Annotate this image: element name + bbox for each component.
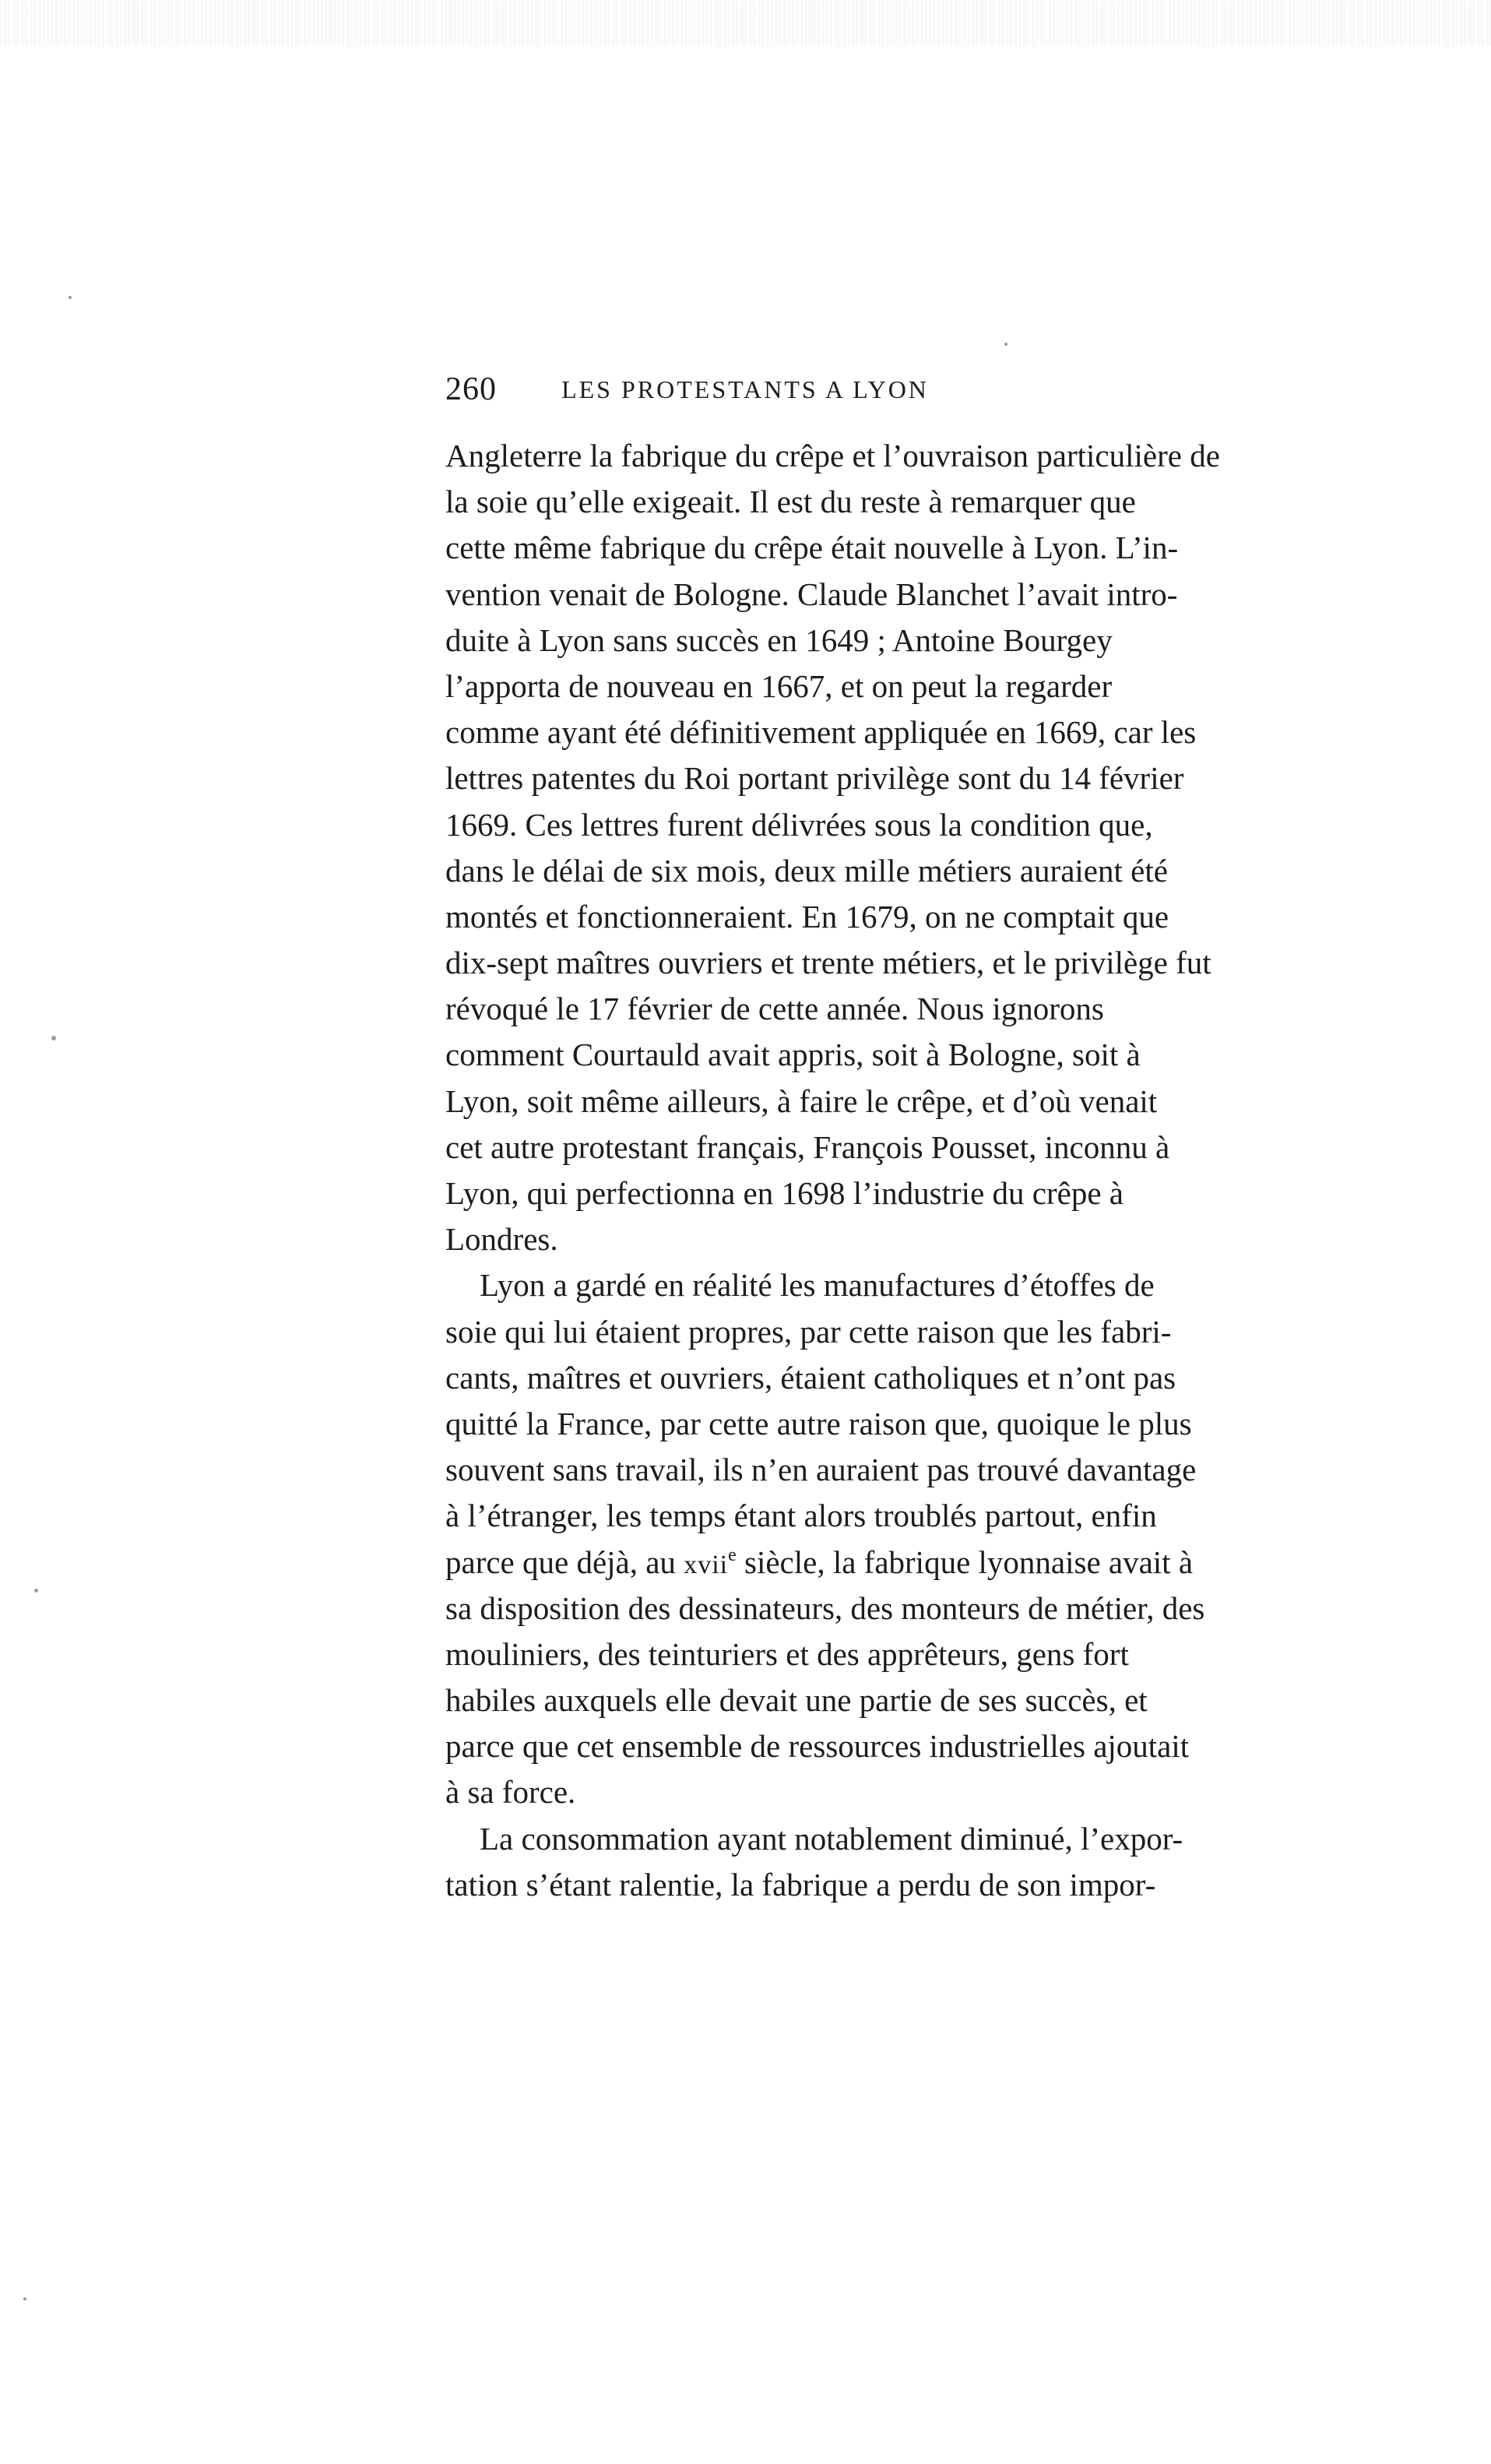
- running-title: LES PROTESTANTS A LYON: [561, 375, 929, 403]
- text-line: Lyon a gardé en réalité les manufactures d’étoffes de: [480, 1267, 1155, 1304]
- text-line: comme ayant été définitivement appliquée en 1669, car les: [445, 714, 1197, 751]
- line-start: parce que déjà, au: [445, 1544, 684, 1580]
- scan-edge-noise: [0, 0, 1491, 47]
- text-line: à sa force.: [445, 1774, 576, 1811]
- page-header: [445, 366, 1045, 413]
- scan-speck: [23, 2297, 26, 2300]
- scan-speck: [69, 296, 72, 299]
- text-line: cants, maîtres et ouvriers, étaient catholiques et n’ont pas: [445, 1359, 1176, 1396]
- text-line: Londres.: [445, 1221, 558, 1258]
- text-line: tation s’étant ralentie, la fabrique a perdu de son impor-: [445, 1866, 1156, 1903]
- text-line: montés et fonctionneraient. En 1679, on ne comptait que: [445, 898, 1169, 935]
- text-line: 1669. Ces lettres furent délivrées sous la condition que,: [445, 806, 1153, 843]
- text-line: duite à Lyon sans succès en 1649 ; Antoine Bourgey: [445, 621, 1113, 658]
- text-line: parce que cet ensemble de ressources industrielles ajoutait: [445, 1728, 1190, 1765]
- text-line: quitté la France, par cette autre raison que, quoique le plus: [445, 1405, 1192, 1441]
- text-line: souvent sans travail, ils n’en auraient pas trouvé davantage: [445, 1452, 1197, 1488]
- line-end: siècle, la fabrique lyonnaise avait à: [736, 1544, 1194, 1580]
- text-line: lettres patentes du Roi portant privilège sont du 14 février: [445, 760, 1184, 797]
- text-line: cette même fabrique du crêpe était nouvelle à Lyon. L’in-: [445, 530, 1179, 566]
- text-line: à l’étranger, les temps étant alors troublés partout, enfin: [445, 1498, 1157, 1534]
- page-number: 260: [445, 371, 497, 407]
- text-line: sa disposition des dessinateurs, des monteurs de métier, des: [445, 1589, 1205, 1626]
- text-line: dans le délai de six mois, deux mille métiers auraient été: [445, 852, 1168, 889]
- text-line-century: [445, 1540, 1194, 1586]
- body-text: [445, 433, 1220, 1908]
- text-line: habiles auxquels elle devait une partie de ses succès, et: [445, 1682, 1148, 1719]
- text-line: Angleterre la fabrique du crêpe et l’ouvraison particulière de: [445, 438, 1220, 473]
- text-line: dix-sept maîtres ouvriers et trente métiers, et le privilège fut: [445, 945, 1211, 981]
- century-superscript: e: [728, 1544, 737, 1565]
- scan-speck: [51, 1036, 56, 1040]
- text-line: vention venait de Bologne. Claude Blanchet l’avait intro-: [445, 576, 1178, 612]
- text-line: mouliniers, des teinturiers et des apprêteurs, gens fort: [445, 1635, 1129, 1672]
- text-line: la soie qu’elle exigeait. Il est du reste à remarquer que: [445, 484, 1136, 520]
- text-line: cet autre protestant français, François Pousset, inconnu à: [445, 1128, 1170, 1165]
- scan-speck: [1004, 343, 1007, 346]
- scan-speck: [34, 1589, 38, 1593]
- text-line: l’apporta de nouveau en 1667, et on peut la regarder: [445, 667, 1113, 704]
- century-numeral: xvii: [684, 1550, 729, 1579]
- text-line: La consommation ayant notablement diminué, l’expor-: [480, 1820, 1183, 1857]
- text-line: comment Courtauld avait appris, soit à Bologne, soit à: [445, 1037, 1141, 1073]
- text-line: Lyon, soit même ailleurs, à faire le crêpe, et d’où venait: [445, 1082, 1158, 1119]
- text-line: Lyon, qui perfectionna en 1698 l’industrie du crêpe à: [445, 1175, 1124, 1211]
- text-line: soie qui lui étaient propres, par cette raison que les fabri-: [445, 1313, 1172, 1350]
- text-line: révoqué le 17 février de cette année. Nous ignorons: [445, 991, 1104, 1027]
